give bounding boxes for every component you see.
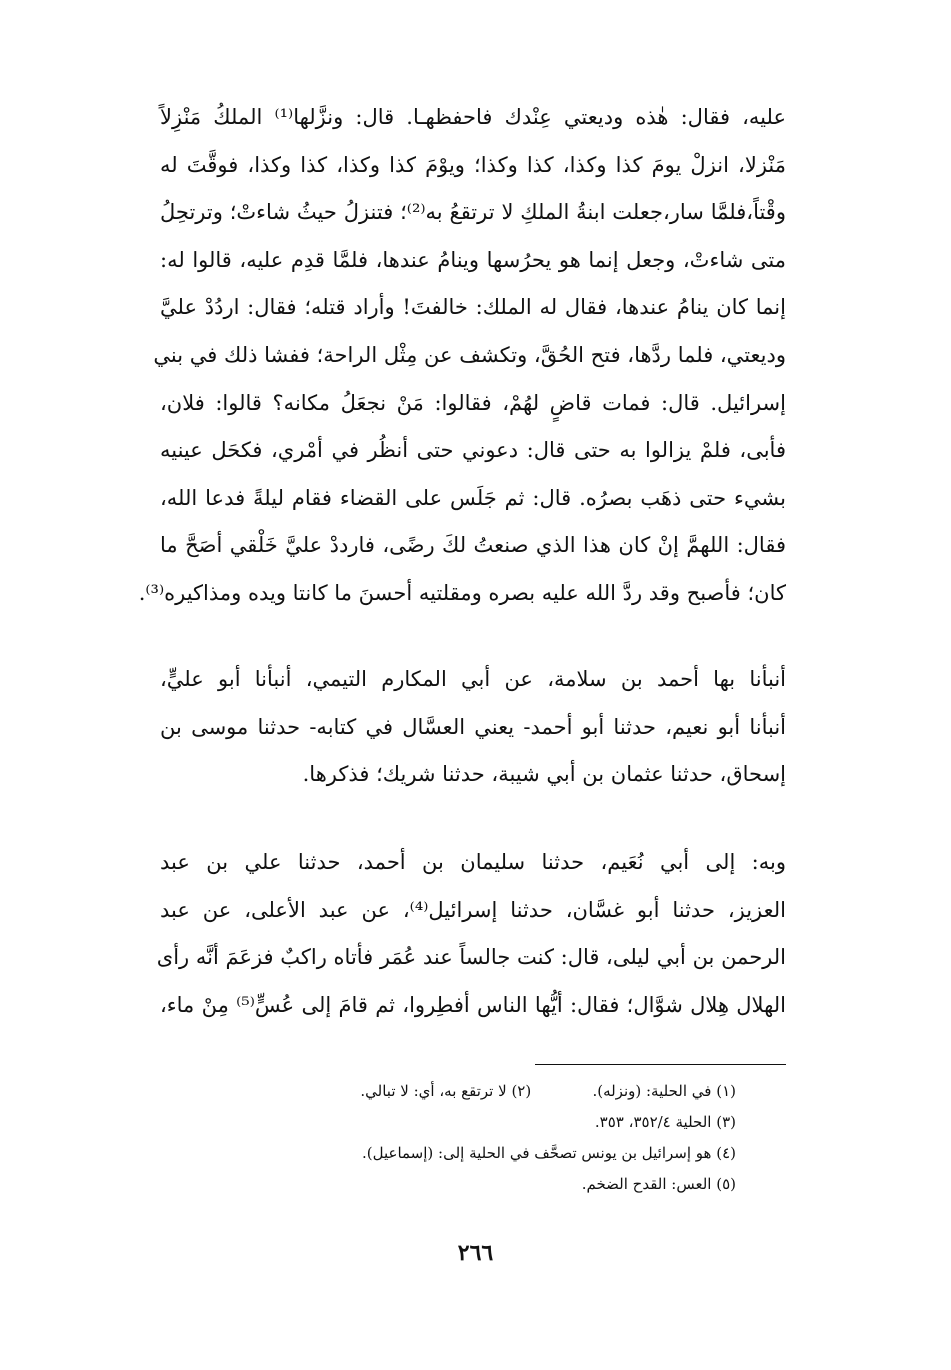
text-line: الهلال هِلال شوَّال؛ فقال: أيُّها الناس أفطِروا، ثم قامَ إلى عُسٍّ⁽⁵⁾ مِنْ ماء،: [160, 992, 787, 1017]
text-line: العزيز، حدثنا أبو غسَّان، حدثنا إسرائيل⁽⁴⁾، عن عبد الأعلى، عن عبد: [160, 897, 786, 922]
footnote-4: (٤) هو إسرائيل بن يونس تصحَّف في الحلية إلى: (إسماعيل).: [361, 1144, 736, 1162]
body-paragraph-1: [138, 94, 786, 618]
text-line: إنما كان ينامُ عندها، فقال له الملك: خالفتَ! وأراد قتله؛ فقال: اردُدْ عليَّ: [160, 295, 786, 320]
text-line: إسحاق، حدثنا عثمان بن أبي شيبة، حدثنا شريك؛ فذكرها.: [302, 762, 786, 787]
text-line: متى شاءتْ، وجعل إنما هو يحرُسها وينامُ عندها، فلمَّا قدِم عليه، قالوا له:: [160, 247, 786, 272]
footnote-row: [160, 1076, 786, 1107]
text-line: وديعتي، فلما ردَّها، فتح الحُقَّ، وتكشف عن مِثْل الراحة؛ ففشا ذلك في بني: [153, 342, 786, 367]
text-line: وبه: إلى أبي نُعَيم، حدثنا سليمان بن أحمد، حدثنا علي بن عبد: [160, 850, 786, 874]
footnote-3: (٣) الحلية ٣٥٢/٤، ٣٥٣.: [594, 1113, 736, 1131]
text-line: أنبأنا أبو نعيم، حدثنا أبو أحمد- يعني العسَّال في كتابه- حدثنا موسى بن: [160, 714, 786, 739]
text-line: كان؛ فأصبح وقد ردَّ الله عليه بصره ومقلتيه أحسنَ ما كانتا ويده ومذاكيره⁽³⁾.: [138, 580, 786, 605]
footnote-2: (٢) لا ترتقع به، أي: لا تبالي.: [360, 1082, 532, 1100]
body-paragraph-2: [160, 656, 786, 799]
footnote-divider: [535, 1064, 786, 1065]
text-line: فقال: اللهمَّ إنْ كان هذا الذي صنعتُ لكَ رضًى، فارددْ عليَّ خَلْقي أصَحَّ ما: [160, 533, 786, 558]
text-line: بشيء حتى ذهَب بصرُه. قال: ثم جَلَس على القضاء فقام ليلةً فدعا الله،: [160, 485, 786, 510]
footnote-5: (٥) العس: القدح الضخم.: [581, 1175, 736, 1193]
text-line: الرحمن بن أبي ليلى، قال: كنت جالساً عند عُمَر فأتاه راكبٌ فزعَمَ أنَّه رأى: [156, 945, 786, 970]
text-line: أنبأنا بها أحمد بن سلامة، عن أبي المكارم التيمي، أنبأنا أبو عليٍّ،: [160, 667, 787, 691]
footnote-1: (١) في الحلية: (ونزله).: [592, 1082, 736, 1100]
text-line: مَنْزلا، انزلْ يومَ كذا وكذا، كذا وكذا؛ ويوْمَ كذا وكذا، كذا وكذا، فوقَّتَ له: [160, 152, 786, 177]
footnotes: [160, 1076, 786, 1200]
text-line: عليه، فقال: هٰذه وديعتي عِنْدك فاحفظهـا. قال: ونزَّلها⁽¹⁾ الملكُ مَنْزِلاً: [160, 105, 786, 129]
body-paragraph-3: [156, 839, 787, 1029]
text-line: وقْتاً،فلمَّا سار،جعلت ابنةُ الملكِ لا ترتقعُ به⁽²⁾؛ فتنزلُ حيثُ شاءتْ؛ وترتحِلُ: [160, 200, 786, 225]
text-line: فأبى، فلمْ يزالوا به حتى قال: دعوني حتى أنظُر في أمْري، فكحَل عينيه: [160, 438, 786, 463]
text-line: إسرائيل. قال: فمات قاضٍ لهُمْ، فقالوا: مَنْ نجعَلُ مكانه؟ قالوا: فلان،: [160, 390, 786, 415]
page-number: ٢٦٦: [457, 1240, 494, 1266]
